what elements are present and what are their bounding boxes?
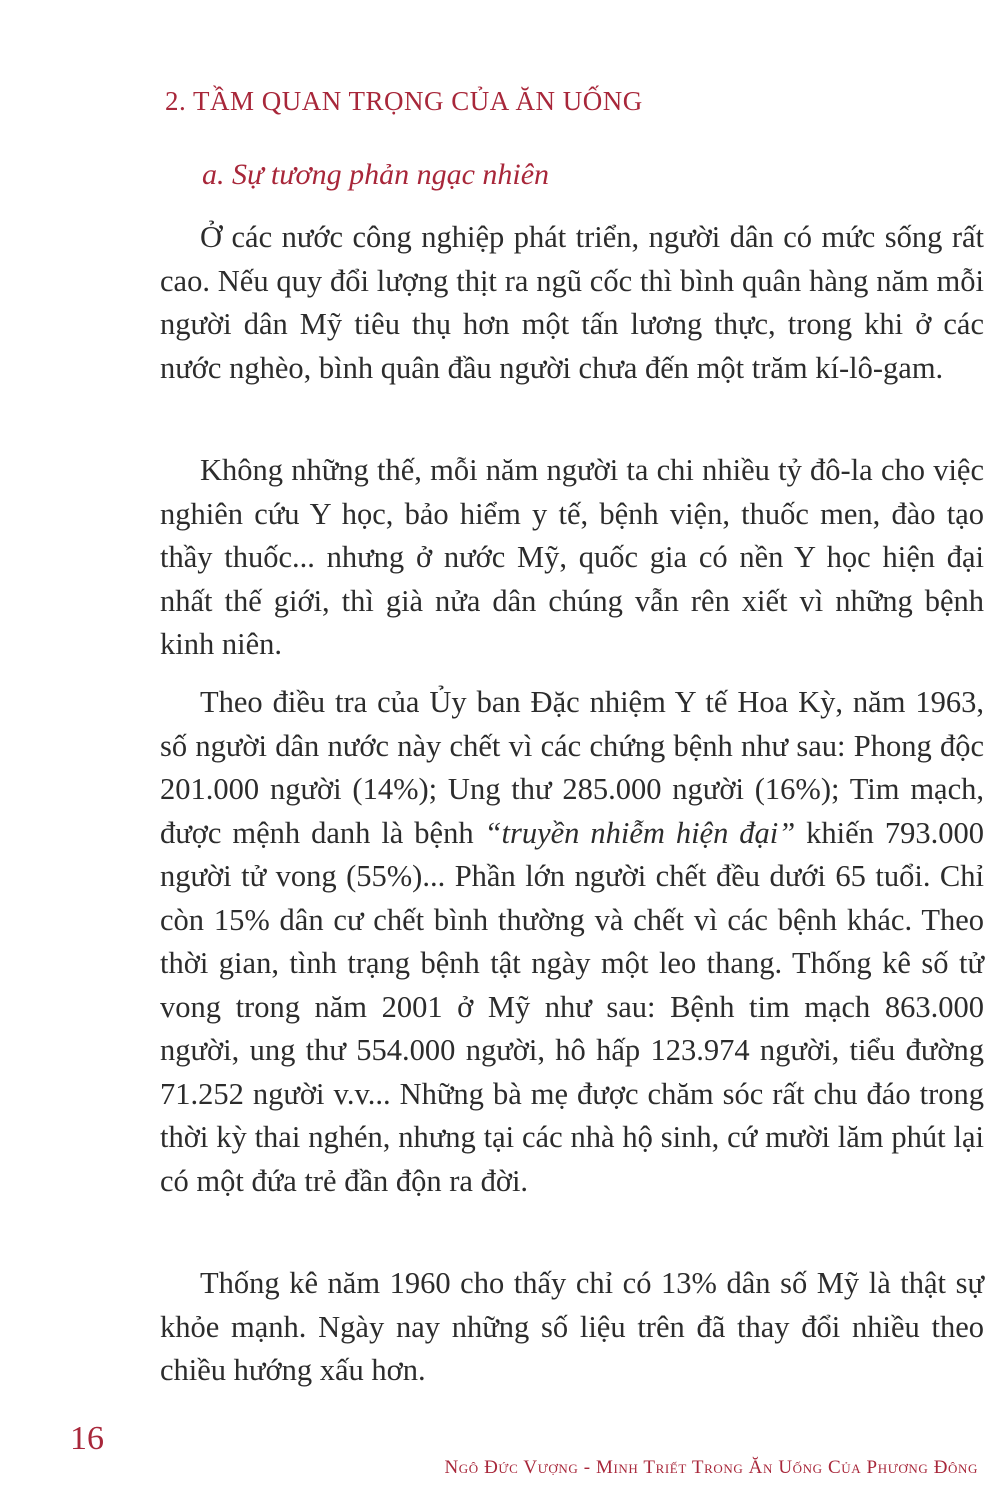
section-heading: 2. TẦM QUAN TRỌNG CỦA ĂN UỐNG bbox=[165, 86, 643, 116]
paragraph-2: Không những thế, mỗi năm người ta chi nhiều tỷ đô-la cho việc nghiên cứu Y học, bảo hiểm y tế, bệnh viện, thuốc men, đào tạo thầy thuốc... nhưng ở nước Mỹ, quốc gia có nền Y học hiện đại nhất thế giới, thì già nửa dân chúng vẫn rên xiết vì những bệnh kinh niên. bbox=[160, 453, 984, 661]
paragraph-3 bbox=[160, 681, 984, 1203]
paragraph-3-part-1: Theo điều tra của Ủy ban Đặc nhiệm Y tế Hoa Kỳ, năm 1963, số người dân nước này chết vì các chứng bệnh như sau: Phong độc 201.000 người (14%); Ung thư 285.000 người (16%); Tim mạch, được mệnh danh là bệnh bbox=[160, 685, 984, 850]
running-footer: Ngô Đức Vượng - Minh Triết Trong Ăn Uống Của Phương Đông bbox=[444, 1457, 978, 1478]
paragraph-4: Thống kê năm 1960 cho thấy chỉ có 13% dân số Mỹ là thật sự khỏe mạnh. Ngày nay những số liệu trên đã thay đổi nhiều theo chiều hướng xấu hơn. bbox=[160, 1266, 984, 1387]
paragraph-1: Ở các nước công nghiệp phát triển, người dân có mức sống rất cao. Nếu quy đổi lượng thịt ra ngũ cốc thì bình quân hàng năm mỗi người dân Mỹ tiêu thụ hơn một tấn lương thực, trong khi ở các nước nghèo, bình quân đầu người chưa đến một trăm kí-lô-gam. bbox=[160, 220, 984, 385]
subsection-heading: a. Sự tương phản ngạc nhiên bbox=[202, 158, 550, 191]
paragraph-3-part-2: khiến 793.000 người tử vong (55%)... Phần lớn người chết đều dưới 65 tuổi. Chỉ còn 15% dân cư chết bình thường và chết vì các bệnh khác. Theo thời gian, tình trạng bệnh tật ngày một leo thang. Thống kê số tử vong trong năm 2001 ở Mỹ như sau: Bệnh tim mạch 863.000 người, ung thư 554.000 người, hô hấp 123.974 người, tiểu đường 71.252 người v.v... Những bà mẹ được chăm sóc rất chu đáo trong thời kỳ thai nghén, nhưng tại các nhà hộ sinh, cứ mười lăm phút lại có một đứa trẻ đần độn ra đời. bbox=[160, 815, 984, 1198]
page-number: 16 bbox=[70, 1420, 104, 1457]
paragraph-3-italic-quote: “truyền nhiễm hiện đại” bbox=[484, 815, 796, 850]
